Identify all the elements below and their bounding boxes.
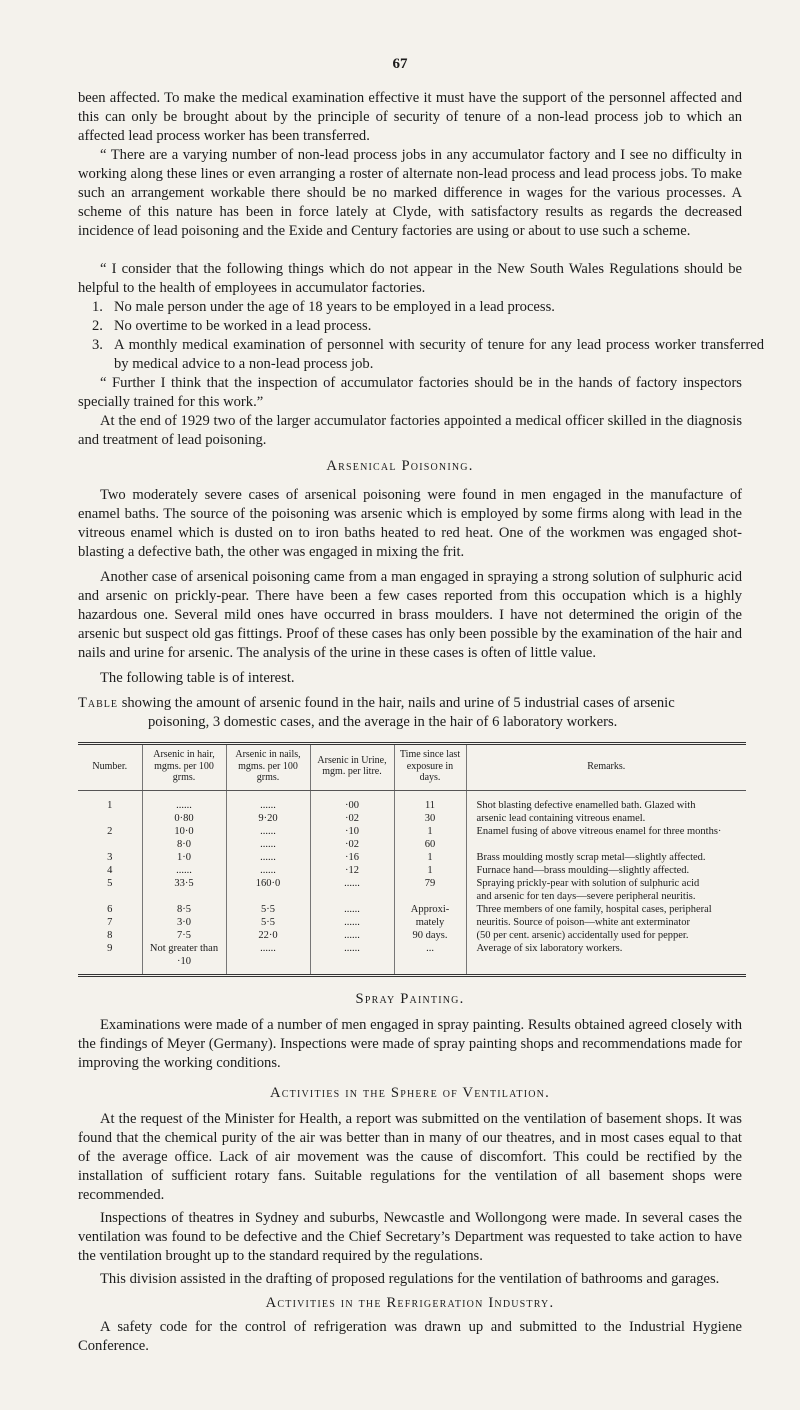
header-remarks: Remarks. [466,744,746,791]
table-caption [78,694,742,732]
cell-urine: ·02 [310,812,394,825]
heading-refrigeration: Activities in the Refrigeration Industry. [265,1294,555,1311]
remark-text: Three members of one family, hospital cases, peripheral [476,903,712,915]
paragraph-recommendations-intro: “ I consider that the following things which do not appear in the New South Wales Regulations should be helpful to the health of employees in accumulator factories. [78,261,742,296]
cell-time: Approxi- [394,903,466,916]
cell-num: 8 [107,929,113,941]
paragraph-medical-officer: At the end of 1929 two of the larger accumulator factories appointed a medical officer skilled in the diagnosis and treatment of lead poisoning. [78,413,742,448]
paragraph-enamel-baths: Two moderately severe cases of arsenical poisoning were found in men engaged in the manufacture of enamel baths. The source of the poisoning was arsenic which is employed by some firms along with lead in the vitreous enamel which is dusted on to iron baths heated to red heat. One of the workmen was engaged shot-blasting a defective bath, the other was engaged in mixing the frit. [78,487,742,560]
cell-hair: 0·80 [142,812,226,825]
cell-time: ... [394,942,466,976]
cell-time: 90 days. [394,929,466,942]
cell-time: 30 [394,812,466,825]
table-row [78,942,746,976]
cell-urine: ·16 [310,851,394,864]
cell-hair: ...... [142,864,226,877]
cell-hair: 10·0 [142,825,226,838]
cell-remarks [466,903,746,916]
cell-remarks [466,790,746,812]
remark-text: arsenic lead containing vitreous enamel. [476,812,646,824]
cell-remarks [466,916,746,929]
cell-nails: 9·20 [226,812,310,825]
cell-urine: ·12 [310,864,394,877]
cell-remarks [466,929,746,942]
cell-remarks [466,825,746,838]
header-time: Time since last exposure in days. [394,744,466,791]
table-row [78,851,746,864]
cell-remarks [466,942,746,976]
table-row [78,929,746,942]
heading-ventilation: Activities in the Sphere of Ventilation. [270,1084,550,1101]
cell-urine: ...... [310,929,394,942]
paragraph-basement-shops: At the request of the Minister for Health, a report was submitted on the ventilation of basement shops. It was found that the chemical purity of the air was better than in many of our theatres, and in most cases equal to that of the average office. Lack of air movement was the cause of discomfort. This could be rectified by the installation of sufficient rotary fans. Suitable regulations for the ventilation of all basement shops were recommended. [78,1110,742,1203]
cell-hair: 1·0 [142,851,226,864]
cell-urine: ...... [310,877,394,903]
cell-urine: ·10 [310,825,394,838]
cell-hair: 8·5 [142,903,226,916]
cell-nails: 160·0 [226,877,310,903]
table-caption-word: Table [78,695,119,711]
table-header-row [78,744,746,791]
remark-text: Spraying prickly-pear with solution of sulphuric acid [476,877,700,889]
cell-time: 11 [394,790,466,812]
cell-remarks [466,812,746,825]
cell-nails: ...... [226,825,310,838]
table-row [78,838,746,851]
cell-time: 79 [394,877,466,903]
cell-hair: 3·0 [142,916,226,929]
page-number: 67 [392,56,408,72]
cell-hair: 7·5 [142,929,226,942]
table-caption-line-2: poisoning, 3 domestic cases, and the average in the hair of 6 laboratory workers. [148,714,618,730]
remark-text: Brass moulding mostly scrap metal—slightly affected. [476,851,706,863]
list-item-2: 2. No overtime to be worked in a lead process. [92,318,372,334]
cell-nails: ...... [226,942,310,976]
cell-time: 60 [394,838,466,851]
cell-num: 7 [107,916,113,928]
remark-text: Shot blasting defective enamelled bath. Glazed with [476,799,696,811]
table-row [78,916,746,929]
table-row [78,790,746,812]
list-item-3: 3. A monthly medical examination of personnel with security of tenure for any lead process worker transferred by medical advice to a non-lead process job. [92,337,764,372]
cell-num: 3 [107,851,113,863]
header-hair: Arsenic in hair, mgms. per 100 grms. [142,744,226,791]
cell-num: 4 [107,864,113,876]
cell-nails: 5·5 [226,903,310,916]
cell-nails: ...... [226,851,310,864]
paragraph-table-intro: The following table is of interest. [100,670,295,686]
table-row [78,812,746,825]
paragraph-bathrooms-garages: This division assisted in the drafting of proposed regulations for the ventilation of bathrooms and garages. [100,1270,720,1287]
cell-hair: 33·5 [142,877,226,903]
arsenic-table [78,742,746,977]
heading-spray-painting: Spray Painting. [355,990,465,1007]
cell-num: 2 [107,825,113,837]
cell-nails: 5·5 [226,916,310,929]
cell-nails: ...... [226,838,310,851]
cell-nails: ...... [226,790,310,812]
cell-num [78,812,142,825]
heading-arsenical-poisoning: Arsenical Poisoning. [326,458,474,474]
header-nails: Arsenic in nails, mgms. per 100 grms. [226,744,310,791]
remark-text: Average of six laboratory workers. [476,942,623,954]
paragraph-non-lead-jobs: “ There are a varying number of non-lead process jobs in any accumulator factory and I see no difficulty in working along these lines or even arranging a roster of alternate non-lead process and lead process jobs. To make such an arrangement workable there should be no marked difference in wages for the various processes. A scheme of this nature has been in force lately at Clyde, with satisfactory results as regards the decreased incidence of lead poisoning and the Exide and Century factories are using or about to use such a scheme. [78,147,742,239]
cell-hair: Not greater than ·10 [142,942,226,976]
header-urine: Arsenic in Urine, mgm. per litre. [310,744,394,791]
paragraph-medical-examination: been affected. To make the medical examination effective it must have the support of the personnel affected and this can only be brought about by the principle of security of tenure of a non-lead process job to which an affected lead process worker has been transferred. [78,90,742,144]
arsenical-section [78,486,742,1356]
table-row [78,903,746,916]
paragraph-theatres: Inspections of theatres in Sydney and suburbs, Newcastle and Wollongong were made. In several cases the ventilation was found to be defective and the Chief Secretary’s Department was requested to take action to have the ventilation brought up to the standard required by the regulations. [78,1209,742,1264]
cell-remarks [466,877,746,903]
cell-nails: ...... [226,864,310,877]
cell-urine: ·02 [310,838,394,851]
cell-remarks [466,851,746,864]
remark-text: Furnace hand—brass moulding—slightly affected. [476,864,690,876]
table-caption-line-1: showing the amount of arsenic found in the hair, nails and urine of 5 industrial cases of arsenic [121,695,675,711]
remark-text: Enamel fusing of above vitreous enamel for three months· [476,825,722,837]
paragraph-spray-painting: Examinations were made of a number of men engaged in spray painting. Results obtained agreed closely with the findings of Meyer (Germany). Inspections were made of spray painting shops and recommendations made for improving the working conditions. [78,1016,742,1071]
header-number: Number. [78,744,142,791]
cell-urine: ...... [310,942,394,976]
cell-time: mately [394,916,466,929]
paragraph-factory-inspectors: “ Further I think that the inspection of accumulator factories should be in the hands of factory inspectors specially trained for this work.” [78,375,742,410]
table-row [78,877,746,903]
cell-num: 1 [107,799,113,811]
paragraph-safety-code: A safety code for the control of refrigeration was drawn up and submitted to the Industrial Hygiene Conference. [78,1318,742,1354]
cell-num: 6 [107,903,113,915]
cell-remarks [466,864,746,877]
cell-hair: 8·0 [142,838,226,851]
remark-text: (50 per cent. arsenic) accidentally used for pepper. [476,929,689,941]
cell-num [78,838,142,851]
cell-time: 1 [394,851,466,864]
cell-urine: ·00 [310,790,394,812]
cell-remarks [466,838,746,851]
list-item-1: 1. No male person under the age of 18 years to be employed in a lead process. [92,299,555,315]
cell-time: 1 [394,825,466,838]
remark-text: neuritis. Source of poison—white ant exterminator [476,916,690,928]
cell-time: 1 [394,864,466,877]
table-body [78,790,746,975]
cell-hair: ...... [142,790,226,812]
remark-text: and arsenic for ten days—severe peripheral neuritis. [476,890,696,902]
table-row [78,825,746,838]
cell-num: 5 [107,877,113,889]
paragraph-prickly-pear: Another case of arsenical poisoning came from a man engaged in spraying a strong solution of sulphuric acid and arsenic on prickly-pear. There have been a few cases reported from this occupation which is a highly hazardous one. Several mild ones have occurred in brass moulders. I have not determined the origin of the arsenic but suspect old gas fittings. Proof of these cases has only been possible by the examination of the hair and nails and urine for arsenic. The analysis of the urine in these cases is often of little value. [78,569,742,661]
cell-urine: ...... [310,916,394,929]
table-row [78,864,746,877]
cell-urine: ...... [310,903,394,916]
cell-nails: 22·0 [226,929,310,942]
cell-num: 9 [107,942,113,954]
